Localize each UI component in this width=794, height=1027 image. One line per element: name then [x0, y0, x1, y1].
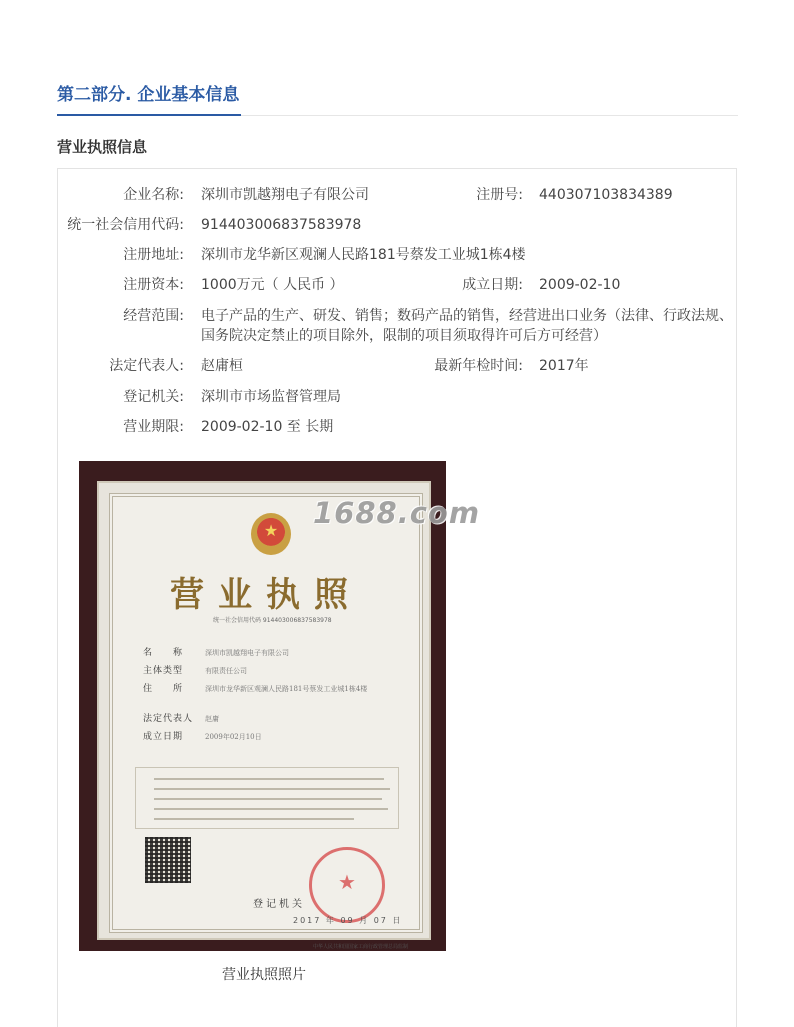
watermark: 1688.com [313, 496, 481, 530]
official-seal-icon: ★ [309, 847, 385, 923]
certificate-field: 住 所 深圳市龙华新区观澜人民路181号蔡发工业城1栋4楼 [143, 684, 368, 694]
annual-check-label: 最新年检时间: [434, 358, 523, 374]
term-label: 营业期限: [123, 419, 184, 435]
scope-value: 电子产品的生产、研发、销售；数码产品的销售，经营进出口业务（法律、行政法规、国务院决定禁止的项目除外，限制的项目须取得许可后方可经营） [201, 308, 733, 344]
established-value: 2009-02-10 [539, 277, 621, 293]
authority-value: 深圳市市场监督管理局 [201, 389, 341, 405]
certificate-field: 名 称 深圳市凯越翔电子有限公司 [143, 648, 289, 658]
term-value: 2009-02-10 至 长期 [201, 419, 334, 435]
company-name-value: 深圳市凯越翔电子有限公司 [201, 187, 369, 203]
capital-value: 1000万元（ 人民币 ） [201, 277, 344, 293]
photo-frame [97, 481, 431, 950]
registration-org: 登记机关 [253, 899, 305, 910]
certificate-credit-line: 统一社会信用代码 914403006837583978 [213, 617, 332, 624]
certificate-field: 法定代表人 赵庸 [143, 714, 219, 724]
address-value: 深圳市龙华新区观澜人民路181号蔡发工业城1栋4楼 [201, 247, 526, 263]
subsection-title: 营业执照信息 [57, 138, 148, 156]
issue-date: 2017 年 09 月 07 日 [293, 916, 403, 925]
section-title: 第二部分. 企业基本信息 [57, 82, 241, 116]
legal-rep-label: 法定代表人: [109, 358, 184, 374]
annual-check-value: 2017年 [539, 358, 589, 374]
license-photo-caption: 营业执照照片 [222, 967, 306, 983]
certificate-field: 主体类型 有限责任公司 [143, 666, 247, 676]
scope-label: 经营范围: [123, 308, 184, 324]
established-label: 成立日期: [462, 277, 523, 293]
credit-code-value: 914403006837583978 [201, 217, 362, 233]
reg-no-label: 注册号: [476, 187, 523, 203]
certificate-field: 成立日期 2009年02月10日 [143, 732, 262, 742]
authority-label: 登记机关: [123, 389, 184, 405]
license-photo[interactable] [79, 461, 446, 951]
legal-rep-value: 赵庸桓 [201, 358, 243, 374]
section-header [57, 82, 738, 116]
company-name-label: 企业名称: [123, 187, 184, 203]
qr-code-icon [145, 837, 191, 883]
capital-label: 注册资本: [123, 277, 184, 293]
national-emblem-icon: ★ [251, 513, 291, 555]
certificate-notice [135, 767, 399, 829]
address-label: 注册地址: [123, 247, 184, 263]
credit-code-label: 统一社会信用代码: [67, 217, 184, 233]
certificate [109, 493, 423, 950]
reg-no-value: 440307103834389 [539, 187, 673, 203]
certificate-footer: 中华人民共和国国家工商行政管理总局监制 [313, 944, 409, 950]
business-license-panel [57, 168, 737, 1027]
certificate-title: 营业执照 [170, 575, 362, 615]
